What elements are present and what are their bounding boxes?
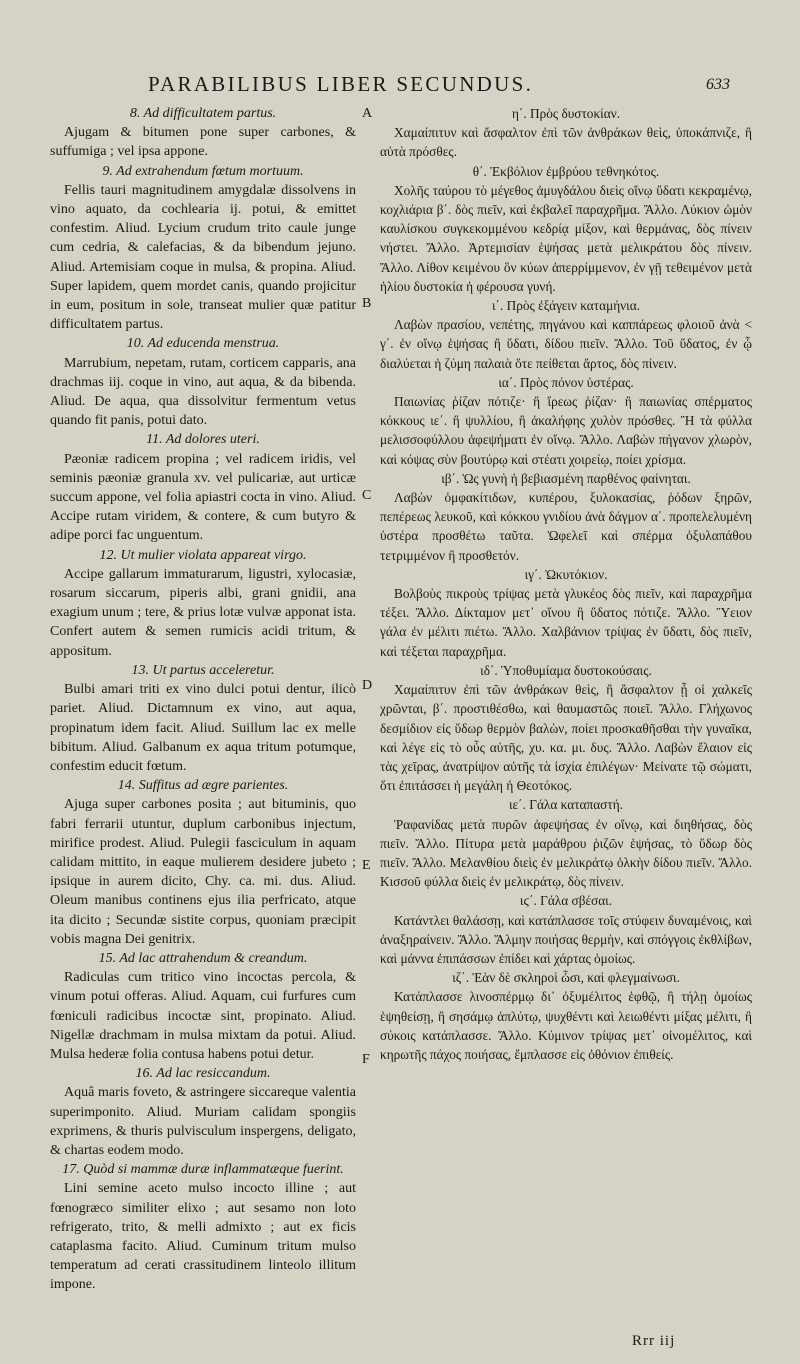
margin-letter: D: [362, 678, 373, 693]
signature-mark: Rrr iij: [632, 1333, 676, 1349]
margin-letter: B: [362, 296, 372, 311]
section-heading: 8. Ad difficultatem partus.: [129, 106, 277, 121]
paragraph: Ajugam & bitumen pone super carbones, & suffumiga ; vel ipsa appone.: [50, 125, 356, 160]
section-heading: 11. Ad dolores uteri.: [146, 432, 260, 448]
margin-letter: E: [362, 858, 371, 873]
section-heading: ι΄. Πρὸς ἐξάγειν καταμήνια.: [491, 298, 641, 314]
paragraph: Marrubium, nepetam, rutam, corticem capparis, ana drachmas iij. coque in vino, aut aqua, & da bibenda. Aliud. De aqua, qua dissolvitur fermentum vetus quando fit panis, potui dato.: [50, 355, 356, 429]
section-heading: 13. Ut partus acceleretur.: [131, 662, 275, 678]
section-heading: ιδ΄. Ὑποθυμίαμα δυστοκούσαις.: [480, 662, 652, 678]
paragraph: Κατάντλει θαλάσσῃ, καὶ κατάπλασσε τοῖς στύφειν δυναμένοις, καὶ ἀναξηραίνειν. Ἄλλο. Ἅλμην ποιήσας θερμὴν, καὶ σπόγγοις ἐκθλίβων, καὶ μάννα ἐπιπάσσων ἐπίδει καὶ χάρτας ὁμοίως.: [380, 912, 752, 966]
section-heading: ια΄. Πρὸς πόνον ὑστέρας.: [498, 374, 634, 390]
paragraph: Fellis tauri magnitudinem amygdalæ dissolvens in vino aquato, da cochlearia ij. potui, & emittet confestim. Aliud. Lycium crudum trito caule junge cum cedria, & calefacias, & da bibendum jejuno. Aliud. Artemisiam coque in mulsa, & propina. Aliud. Super lapidem, quem mordet canis, quando projicitur in eum, positum in sole, transeat mulier quæ patitur difficultatem partus.: [50, 182, 356, 333]
section-heading: 12. Ut mulier violata appareat virgo.: [99, 547, 307, 563]
greek-column: [380, 104, 752, 1064]
paragraph: Λαβὼν ὀμφακίτιδων, κυπέρου, ξυλοκασίας, ῥόδων ξηρῶν, πεπέρεως λευκοῦ, καὶ κόκκου γνιδίου ἀνὰ δάγμον α΄. προπελελυμένη ὑστέρα προσθέτω ταῦτα. Ὠφελεῖ καὶ σπέρμα ὀξυλαπάθου τετριμμένον ἢ προσθετόν.: [380, 490, 752, 563]
paragraph: Χολῆς ταύρου τὸ μέγεθος ἀμυγδάλου διεὶς οἴνῳ ὕδατι κεκραμένῳ, κοχλιάρια β΄. δὸς πιεῖν, καὶ ἐκβαλεῖ παραχρῆμα. Ἄλλο. Λύκιον ὠμὸν καυλίσκου συγκεκομμένου κεδρίᾳ μίξον, καὶ θερμάνας, δὸς πίνειν νήστει. Ἄλλο. Ἀρτεμισίαν ἑψήσας μετὰ μελικράτου δὸς πίνειν. Ἄλλο. Λίθον κειμένου ὃν κύων ἀπερρίμμενον, ἐν γῇ τεθειμένον μετὰ ἡλίου δυστοκία ἡ φέρουσα γυνή.: [380, 182, 752, 294]
section-heading: η΄. Πρὸς δυστοκίαν.: [511, 106, 621, 121]
paragraph: Κατάπλασσε λινοσπέρμῳ δι᾽ ὀξυμέλιτος ἑφθῷ, ἢ τήλῃ ὁμοίως ἑψηθείσῃ, ἢ σησάμῳ ἀπλύτῳ, ψυχθέντι καὶ λειωθέντι μίξας μέλιτι, ἢ σύκοις κατάπλασσε. Ἄλλο. Κύμινον τρίψας μετ᾽ οἰνομέλιτος, καὶ κηρωτῆς πάχος ποιήσας, ἔμπλασσε εἰς ὀθόνιον ἐπιθείς.: [380, 989, 752, 1062]
section-heading: θ΄. Ἐκβόλιον ἐμβρύου τεθνηκότος.: [472, 163, 660, 179]
running-title: PARABILIBUS LIBER SECUNDUS.: [148, 72, 534, 96]
section-heading: ιβ΄. Ὡς γυνὴ ἡ βεβιασμένη παρθένος φαίνηται.: [441, 470, 691, 486]
paragraph: Aquâ maris foveto, & astringere siccareque valentia superimponito. Aliud. Muriam calidam spongiis exprimens, & thuris pulvisculum inspergens, deligato, & chartas eodem modo.: [50, 1085, 356, 1158]
paragraph: Accipe gallarum immaturarum, ligustri, xylocasiæ, rosarum siccarum, piperis albi, grani gnidii, ana exagium unum ; tere, & prius lotæ vulvæ apponat ista. Confert autem & semen rumicis acidi tritum, & appositum.: [50, 566, 356, 659]
paragraph: Radiculas cum tritico vino incoctas percola, & vinum potui offeras. Aliud. Aquam, cui furfures cum fœniculi radicibus incoctæ sint, propinato. Aliud. Nigellæ drachmam in mulsa mixtam da potui. Aliud. Mulsa hederæ folia contusa habens potui detur.: [50, 970, 356, 1062]
section-heading: 14. Suffitus ad ægre parientes.: [117, 778, 289, 794]
paragraph: Pæoniæ radicem propina ; vel radicem iridis, vel seminis pæoniæ granula xv. vel pulicariæ, aut urticæ succum appone, vel folia apiastri cocta in vino. Aliud. Accipe rutam viridem, & contere, & cum butyro & adipe porci fac unguentum.: [50, 451, 356, 544]
section-heading: ιζ΄. Ἐὰν δὲ σκληροὶ ὦσι, καὶ φλεγμαίνωσι.: [452, 970, 680, 986]
section-heading: ιε΄. Γάλα καταπαστή.: [509, 797, 623, 813]
paragraph: Παιωνίας ῥίζαν πότιζε· ἢ ἴρεως ῥίζαν· ἢ παιωνίας σπέρματος κόκκους ιε΄. ἢ ψυλλίου, ἢ ἀκαλήφης χυλὸν πρόσθες. Ἢ τὰ φύλλα μελισσοφύλλου ἀφεψήματι ἐν οἴνῳ. Ἄλλο. Λαβὼν πήγανον χλωρὸν, καὶ κόψας σὺν βουτύρῳ καὶ στέατι χοιρείῳ, ποίει χρίσμα.: [380, 394, 752, 467]
section-heading: ιϛ΄. Γάλα σβέσαι.: [519, 893, 613, 909]
page-number: 633: [706, 76, 730, 93]
margin-letter: A: [362, 106, 373, 121]
paragraph: Χαμαίπιτυν καὶ ἄσφαλτον ἐπὶ τῶν ἀνθράκων θεὶς, ὑποκάπνιζε, ἢ αὐτὰ πρόσθες.: [380, 125, 752, 160]
section-heading: 17. Quòd si mammæ duræ inflammatæque fuerint.: [62, 1162, 344, 1178]
paragraph: Λαβὼν πρασίου, νεπέτης, πηγάνου καὶ καππάρεως φλοιοῦ ἀνὰ < γ΄. ἐν οἴνῳ ἑψήσας ἢ ὕδατι, δίδου πιεῖν. Ἄλλο. Τοῦ ὕδατος, ἐν ᾧ διαλύεται ἡ ζύμη παλαιὰ ὅτε πείθεται ἄρτος, δὸς πίνειν.: [380, 317, 752, 371]
paragraph: Βολβοὺς πικροὺς τρίψας μετὰ γλυκέος δὸς πιεῖν, καὶ παραχρῆμα τέξει. Ἄλλο. Δίκταμον μετ᾽ οἴνου ἢ ὕδατος πότιζε. Ἄλλο. Ὕειον γάλα ἐν μέλιτι πιέτω. Ἄλλο. Χαλβάνιον τρίψας ἐν ὕδατι, δὸς πιεῖν, καὶ τέξεται παραχρῆμα.: [380, 586, 752, 659]
margin-letter: F: [362, 1052, 370, 1067]
running-head: [0, 72, 800, 102]
margin-letter: C: [362, 488, 372, 503]
paragraph: Bulbi amari triti ex vino dulci potui dentur, ilicò pariet. Aliud. Dictamnum ex vino, aut aqua, propinatum idem facit. Aliud. Suillum lac ex melle bibitum. Aliud. Galbanum ex aqua tritum potumque, confestim educit fœtum.: [50, 682, 356, 774]
section-heading: 10. Ad educenda menstrua.: [126, 336, 280, 352]
section-heading: ιγ΄. Ὠκυτόκιον.: [524, 566, 608, 582]
latin-column: [50, 104, 356, 1295]
paragraph: Ῥαφανίδας μετὰ πυρῶν ἀφεψήσας ἐν οἴνῳ, καὶ διηθήσας, δὸς πιεῖν. Ἄλλο. Πίτυρα μετὰ μαράθρου ῥιζῶν ἑψήσας, τὸ ὕδωρ δὸς πιεῖν. Ἄλλο. Μελανθίου διεὶς ἐν μελικράτῳ ὁλκὴν δίδου πιεῖν. Ἄλλο. Κισσοῦ φύλλα διεὶς ἐν μελικράτῳ, δὸς πίνειν.: [380, 816, 752, 890]
paragraph: Lini semine aceto mulso incocto illine ; aut fœnogræco similiter elixo ; aut sesamo non loto refrigerato, trito, & melli admixto ; aut ex ficis cataplasma facito. Aliud. Cuminum tritum mulso temperatum ad cerati crassitudinem linteolo illitum impone.: [50, 1181, 356, 1293]
paragraph: Ajuga super carbones posita ; aut bituminis, quo fabri ferrarii utuntur, duplum carbonibus injectum, mirifice prodest. Aliud. Pulegii fasciculum in aquam calidam mittito, in eaque mulierem desidere jubeto ; ipsique in aurem dicito, Chy. ca. mi. dus. Aliud. Oleum manibus continens ejus ilia perfricato, atque ita dicito ; Secundæ sistite corpus, quoniam præcipit vobis magna Dei genitrix.: [50, 797, 356, 947]
section-heading: 9. Ad extrahendum fœtum mortuum.: [102, 163, 304, 179]
section-heading: 16. Ad lac resiccandum.: [135, 1066, 271, 1082]
section-heading: 15. Ad lac attrahendum & creandum.: [98, 950, 308, 966]
paragraph: Χαμαίπιτυν ἐπὶ τῶν ἀνθράκων θεὶς, ἢ ἄσφαλτον ᾗ οἱ χαλκεῖς χρῶνται, β΄. προστιθέσθω, καὶ θαυμαστῶς ποιεῖ. Ἄλλο. Γλήχωνος δεσμίδιον εἰς ὕδωρ θερμὸν βαλὼν, ποίει προσκαθῆσθαι τὴν γυναῖκα, καὶ λέγε εἰς τὸ οὖς αὐτῆς, χυ. κα. μι. δυς. Ἄλλο. Λαβὼν ἔλαιον εἰς τὰς χεῖρας, ἀνατρίψον αὐτῆς τὰ ἰσχία ἐπιλέγων· Μείνατε τῷ σώματι, ὅτι ἐπιτάσσει ἡ μεγάλη ἡ Θεοτόκος.: [380, 682, 752, 794]
